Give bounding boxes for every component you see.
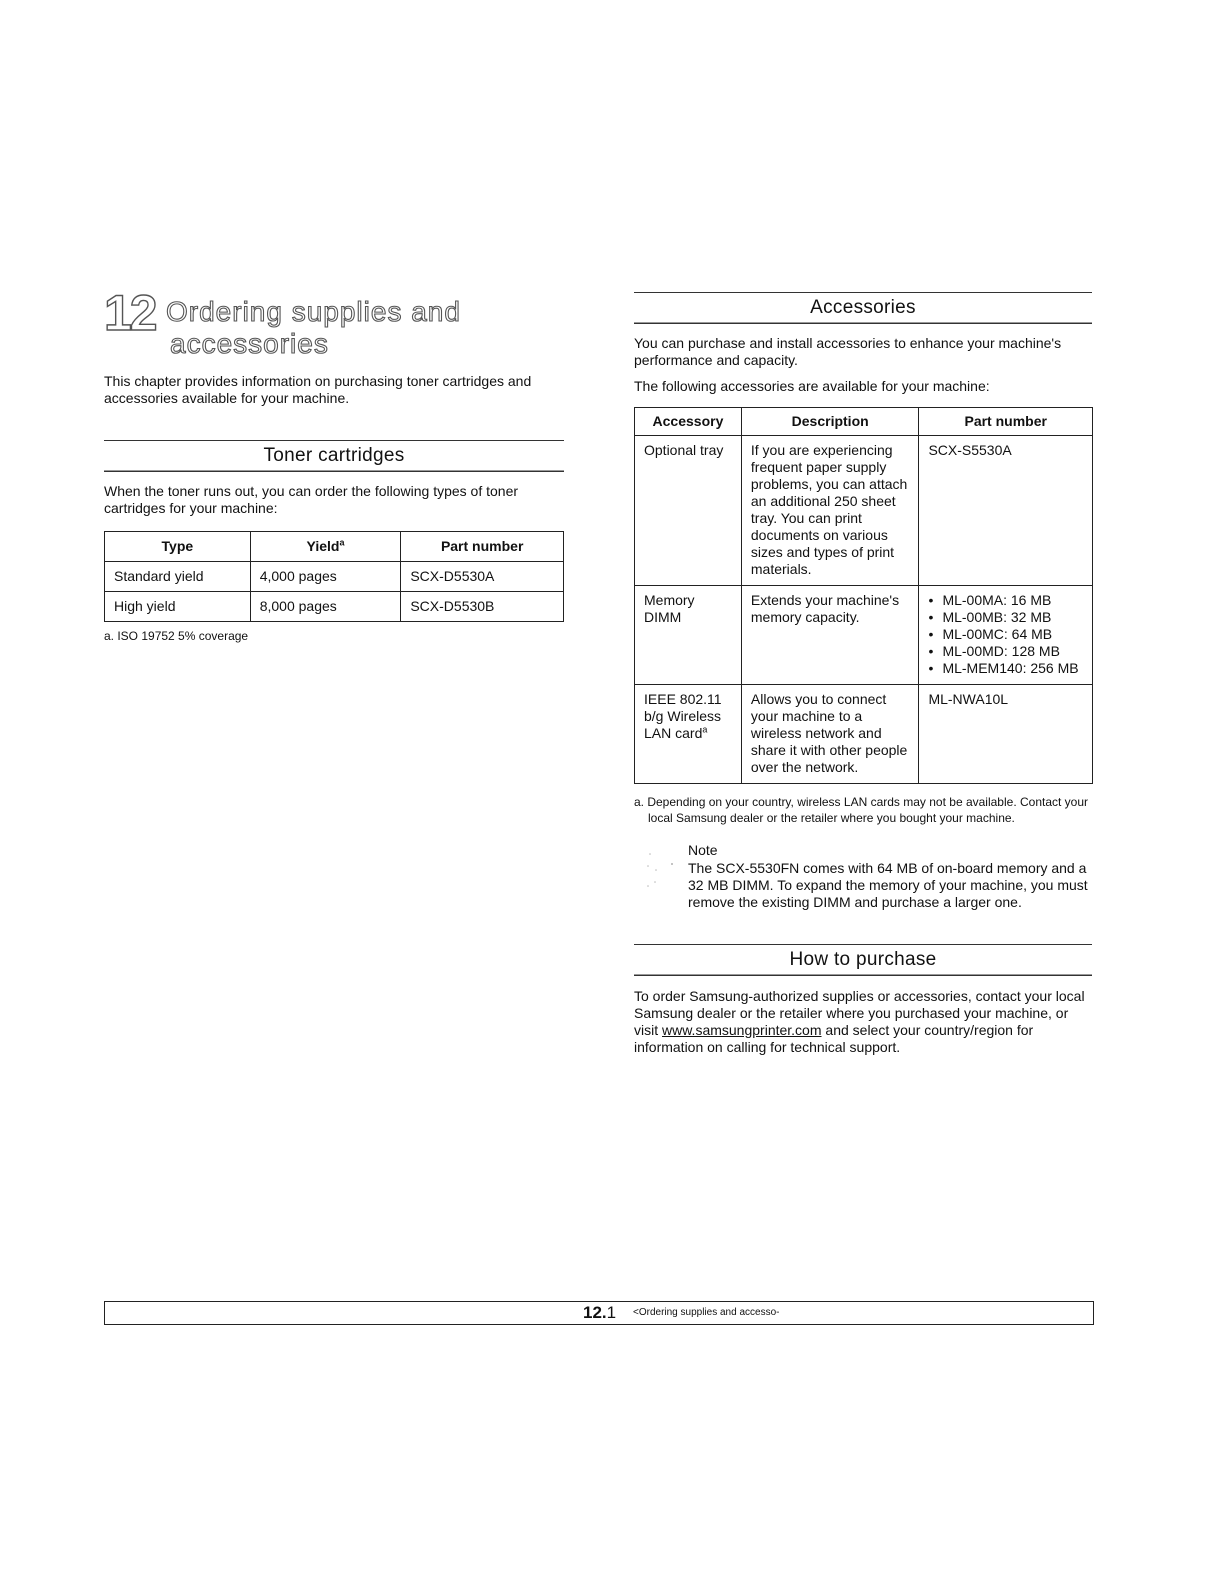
toner-type: High yield [105,592,251,622]
list-item: • ML-00MD: 128 MB [928,643,1083,660]
acc-part: ML-NWA10L [919,685,1093,784]
toner-yield: 4,000 pages [250,562,401,592]
toner-table-header [105,532,564,562]
acc-header-accessory: Accessory [635,408,742,436]
table-row [635,436,1093,586]
toner-header-yield: Yield$^a$ [250,532,401,562]
accessories-table [634,407,1093,784]
acc-part: SCX-S5530A [919,436,1093,586]
toner-header-type: Type [105,532,251,562]
table-row [105,592,564,622]
purchase-heading: How to purchase [634,944,1092,976]
note-icon [646,850,676,896]
toner-footnote: a. ISO 19752 5% coverage [104,629,249,643]
note-title: Note [688,842,718,858]
note-text: The SCX-5530FN comes with 64 MB of on-board memory and a 32 MB DIMM. To expand the memory of your machine, you must remove the existing DIMM and purchase a larger one. [688,860,1088,910]
toner-header-part: Part number [401,532,564,562]
acc-description: Extends your machine's memory capacity. [741,586,919,685]
acc-description: Allows you to connect your machine to a wireless network and share it with other people over the network. [741,685,919,784]
acc-name: Optional tray [635,436,742,586]
purchase-text: To order Samsung-authorized supplies or accessories, contact your local Samsung dealer or the retailer where you purchased your machine, or visit www.samsungprinter.com and select your country/region for information on calling for technical support. [634,988,1085,1055]
chapter-title-line1: Ordering supplies and [166,296,461,327]
acc-name: Memory DIMM [635,586,742,685]
list-item: • ML-00MB: 32 MB [928,609,1083,626]
table-row [635,685,1093,784]
toner-type: Standard yield [105,562,251,592]
toner-part: SCX-D5530A [401,562,564,592]
acc-description: If you are experiencing frequent paper supply problems, you can attach an additional 250 sheet tray. You can print documents on various sizes and types of print materials. [741,436,919,586]
list-item: • ML-00MC: 64 MB [928,626,1083,643]
acc-part-list [919,586,1093,685]
toner-part: SCX-D5530B [401,592,564,622]
footer-label: <Ordering supplies and accesso- [633,1307,780,1318]
accessories-table-header [635,408,1093,436]
samsung-printer-link[interactable]: www.samsungprinter.com [662,1022,822,1038]
page-footer [104,1301,1094,1325]
accessories-footnote: a. Depending on your country, wireless LAN cards may not be available. Contact your local Samsung dealer or the retailer where you bought your machine. [634,795,1089,825]
table-row [635,586,1093,685]
acc-header-part: Part number [919,408,1093,436]
accessories-heading: Accessories [634,292,1092,324]
page-number: 12.1 [583,1303,617,1322]
chapter-title-line2: accessories [170,328,329,359]
accessories-intro: You can purchase and install accessories to enhance your machine's performance and capacity. [634,335,1062,368]
acc-header-description: Description [741,408,919,436]
chapter-number: 12 [104,285,156,341]
acc-name: IEEE 802.11 b/g Wireless LAN card$^a$ [635,685,742,784]
list-item: • ML-00MA: 16 MB [928,592,1083,609]
toner-table [104,531,564,622]
toner-yield: 8,000 pages [250,592,401,622]
list-item: • ML-MEM140: 256 MB [928,660,1083,677]
accessories-intro-2: The following accessories are available for your machine: [634,378,990,394]
toner-heading: Toner cartridges [104,440,564,472]
table-row [105,562,564,592]
toner-intro: When the toner runs out, you can order the following types of toner cartridges for your machine: [104,483,519,516]
chapter-intro: This chapter provides information on purchasing toner cartridges and accessories available for your machine. [104,373,532,406]
